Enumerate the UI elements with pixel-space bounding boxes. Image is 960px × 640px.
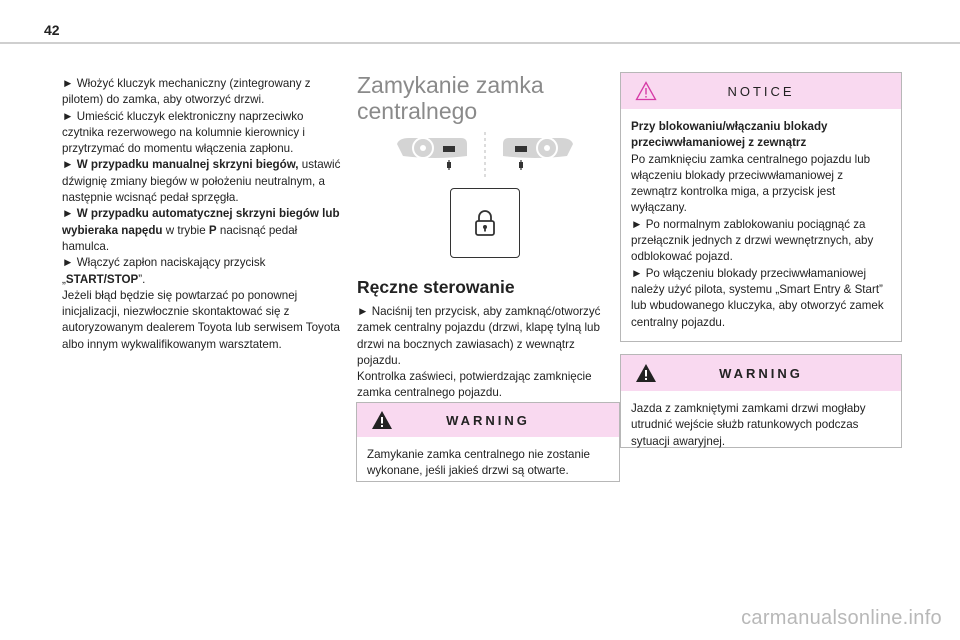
notice-label: NOTICE xyxy=(727,83,795,99)
middle-column xyxy=(357,72,619,400)
manual-control-text xyxy=(357,304,619,402)
paragraph: ► Naciśnij ten przycisk, aby zamknąć/otworzyć zamek centralny pojazdu (drzwi, klapę tylną lub drzwi na bocznych zawiasach) z wewnątrz pojazdu. xyxy=(357,305,601,367)
subheading: Ręczne sterowanie xyxy=(357,277,515,297)
warning-box xyxy=(356,402,620,482)
steering-wheel-icon xyxy=(395,130,575,180)
warning-label: WARNING xyxy=(446,412,530,428)
paragraph: ► Włączyć zapłon naciskający przycisk „START/STOP”. xyxy=(62,256,266,286)
paragraph: Jeżeli błąd będzie się powtarzać po ponownej inicjalizacji, niezwłocznie skontaktować się z autoryzowanym dealerem Toyota lub serwisem Toyota albo innym wykwalifikowanym warsztatem. xyxy=(62,288,340,351)
paragraph: ► Umieścić kluczyk elektroniczny naprzeciwko czytnika rezerwowego na kolumnie kierownicy i przytrzymać do momentu włączenia zapłonu. xyxy=(62,109,305,156)
paragraph: Kontrolka zaświeci, potwierdzając zamknięcie zamka centralnego pojazdu. xyxy=(357,370,592,400)
section-title: Zamykanie zamka centralnego xyxy=(357,72,544,124)
header-rule xyxy=(0,42,960,44)
paragraph: ► Włożyć kluczyk mechaniczny (zintegrowany z pilotem) do zamka, aby otworzyć drzwi. xyxy=(62,77,311,107)
warning-box xyxy=(620,354,902,448)
notice-body xyxy=(621,109,901,339)
paragraph: ► W przypadku manualnej skrzyni biegów, ustawić dźwignię zmiany biegów w położeniu neutralnym, a następnie wcisnąć pedał sprzęgła. xyxy=(62,158,341,205)
paragraph: ► W przypadku automatycznej skrzyni biegów lub wybieraka napędu w trybie P nacisnąć pedał hamulca. xyxy=(62,207,340,253)
notice-heading: Przy blokowaniu/włączaniu blokady przeciwwłamaniowej z zewnątrz xyxy=(631,120,828,150)
warning-label: WARNING xyxy=(719,365,803,381)
central-lock-button xyxy=(450,188,520,258)
notice-box xyxy=(620,72,902,342)
paragraph: ► Po włączeniu blokady przeciwwłamaniowej należy użyć pilota, systemu „Smart Entry & Start” lub wbudowanego kluczyka, aby otworzyć zamek centralny pojazdu. xyxy=(631,266,884,329)
warning-header xyxy=(357,403,619,437)
warning-triangle-icon xyxy=(635,363,657,383)
padlock-icon xyxy=(474,209,496,237)
warning-header xyxy=(621,355,901,391)
warning-triangle-icon xyxy=(371,410,393,430)
left-column xyxy=(62,76,344,353)
warning-text: Zamykanie zamka centralnego nie zostanie wykonane, jeśli jakieś drzwi są otwarte. xyxy=(367,448,590,478)
notice-header xyxy=(621,73,901,109)
notice-triangle-icon xyxy=(635,81,657,101)
paragraph: ► Po normalnym zablokowaniu pociągnąć za przełącznik jednych z drzwi wewnętrznych, aby odblokować pojazd. xyxy=(631,217,874,264)
page-number: 42 xyxy=(44,22,60,38)
warning-text: Jazda z zamkniętymi zamkami drzwi mogłaby utrudnić wejście służb ratunkowych podczas sytuacji awaryjnej. xyxy=(631,402,866,448)
watermark: carmanualsonline.info xyxy=(741,607,942,629)
paragraph: Po zamknięciu zamka centralnego pojazdu lub włączeniu blokady przeciwwłamaniowej z zewnątrz kontrolka miga, a przycisk jest wyłączany. xyxy=(631,152,871,215)
